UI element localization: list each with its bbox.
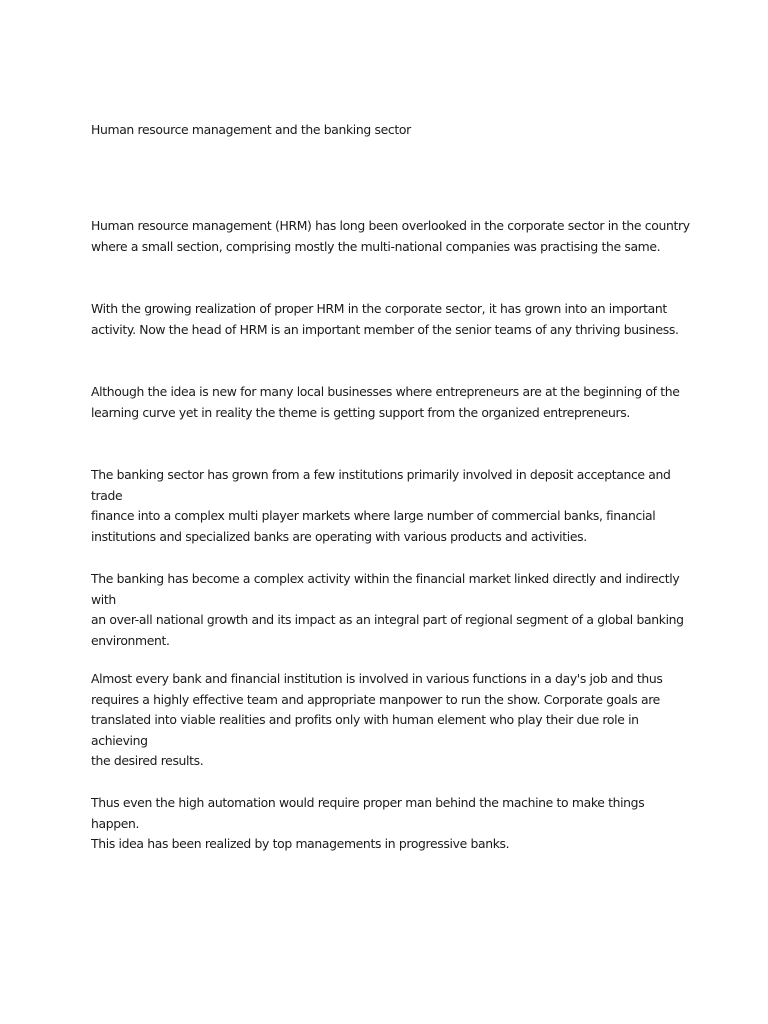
paragraph-banking-complexity: The banking has become a complex activity within the financial market linked directly and indirectly with an over-all national growth and its impact as an integral part of regional segment of a global banking environment.: [91, 571, 684, 648]
document-title: Human resource management and the banking sector: [91, 122, 411, 137]
paragraph-banking-sector-growth: The banking sector has grown from a few institutions primarily involved in deposit acceptance and trade finance into a complex multi player markets where large number of commercial banks, financial institutions and specialized banks are operating with various products and activities.: [91, 467, 671, 544]
paragraph-hrm-growing-realization: With the growing realization of proper HRM in the corporate sector, it has grown into an important activity. Now the head of HRM is an important member of the senior teams of any thriving business.: [91, 301, 679, 337]
paragraph-effective-team: Almost every bank and financial institution is involved in various functions in a day's job and thus requires a highly effective team and appropriate manpower to run the show. Corporate goals are translated into viable realities and profits only with human element who play their due role in achieving the desired results.: [91, 671, 663, 769]
paragraph-automation: Thus even the high automation would require proper man behind the machine to make things happen. This idea has been realized by top managements in progressive banks.: [91, 795, 645, 852]
paragraph-hrm-overlooked: Human resource management (HRM) has long been overlooked in the corporate sector in the country where a small section, comprising mostly the multi-national companies was practising the same.: [91, 218, 690, 254]
paragraph-local-businesses: Although the idea is new for many local businesses where entrepreneurs are at the beginning of the learning curve yet in reality the theme is getting support from the organized entrepreneurs.: [91, 384, 680, 420]
